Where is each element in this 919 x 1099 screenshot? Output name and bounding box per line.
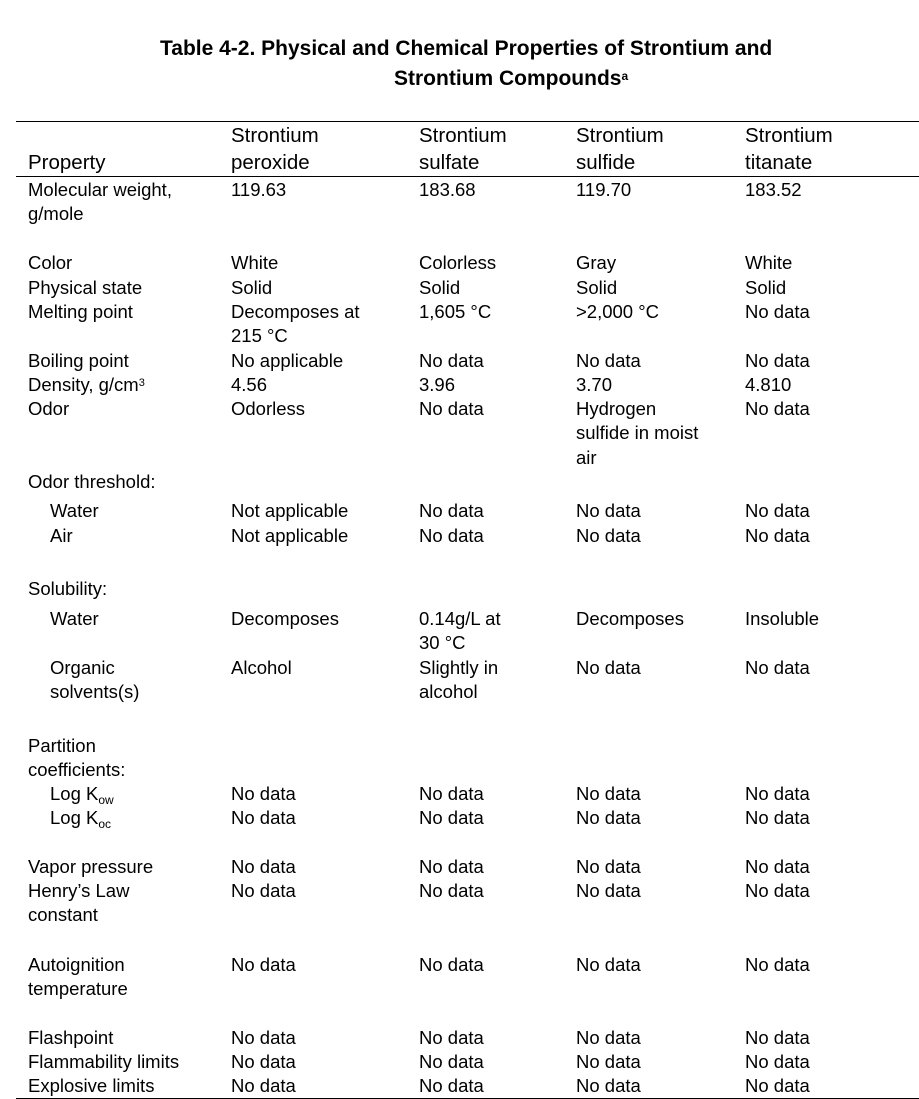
row-label: Flammability limits [28, 1051, 180, 1072]
cell: No data [576, 1075, 641, 1096]
cell: No data [745, 1075, 810, 1096]
table-title-line2: Strontium Compounds$^a$ [394, 67, 629, 90]
row-label: Water [50, 500, 99, 521]
cell-cont: sulfide in moist [576, 422, 699, 443]
cell: No data [745, 398, 810, 419]
header-col2-l1: Strontium [419, 124, 507, 147]
cell: Hydrogen [576, 398, 657, 419]
cell: Insoluble [745, 608, 820, 629]
cell: No data [231, 856, 296, 877]
cell: No data [231, 807, 296, 828]
cell: No data [745, 1051, 810, 1072]
row-label-cont: temperature [28, 978, 128, 999]
header-col1-l1: Strontium [231, 124, 319, 147]
row-label-cont: solvents(s) [50, 681, 140, 702]
cell: Solid [576, 277, 618, 298]
cell: No data [576, 856, 641, 877]
row-label: Autoignition [28, 954, 125, 975]
cell: No data [745, 954, 810, 975]
cell: No data [419, 1051, 484, 1072]
section-label: Partition [28, 735, 96, 756]
cell: No data [576, 657, 641, 678]
cell: No data [231, 1027, 296, 1048]
cell: White [745, 252, 793, 273]
section-label-cont: coefficients: [28, 759, 126, 780]
row-label: Log $K_{ow}$ [50, 783, 114, 807]
cell: No data [419, 856, 484, 877]
header-col1-l2: peroxide [231, 151, 310, 174]
row-label: Flashpoint [28, 1027, 114, 1048]
cell-cont: 215 °C [231, 325, 288, 346]
cell: No data [231, 1075, 296, 1096]
cell: Colorless [419, 252, 497, 273]
cell: No data [745, 657, 810, 678]
cell: No data [576, 783, 641, 804]
cell: Gray [576, 252, 617, 273]
cell: Alcohol [231, 657, 292, 678]
row-label: Organic [50, 657, 115, 678]
cell-cont: 30 °C [419, 632, 466, 653]
row-label: Henry’s Law [28, 880, 130, 901]
header-col4-l2: titanate [745, 151, 813, 174]
cell: No data [576, 880, 641, 901]
cell: White [231, 252, 279, 273]
cell-cont: air [576, 447, 597, 468]
cell: 183.52 [745, 179, 802, 200]
cell: 4.810 [745, 374, 792, 395]
cell: No applicable [231, 350, 344, 371]
cell: No data [745, 525, 810, 546]
row-label: Vapor pressure [28, 856, 154, 877]
cell: Decomposes [576, 608, 684, 629]
table-title-line1: Table 4-2. Physical and Chemical Properties of Strontium and [160, 37, 773, 60]
cell: Not applicable [231, 500, 349, 521]
cell: Decomposes [231, 608, 339, 629]
header-col3-l1: Strontium [576, 124, 664, 147]
cell: No data [745, 1027, 810, 1048]
header-col3-l2: sulfide [576, 151, 636, 174]
cell: No data [419, 350, 484, 371]
header-rule [16, 176, 919, 177]
cell: 119.70 [576, 179, 632, 200]
row-label: Log $K_{oc}$ [50, 807, 112, 831]
row-label-cont: constant [28, 904, 98, 925]
cell: 1,605 °C [419, 301, 492, 322]
cell: No data [576, 954, 641, 975]
header-col2-l2: sulfate [419, 151, 480, 174]
cell: No data [745, 807, 810, 828]
cell: No data [576, 1051, 641, 1072]
section-label: Odor threshold: [28, 471, 156, 492]
cell: No data [576, 1027, 641, 1048]
cell: No data [576, 807, 641, 828]
cell: Solid [231, 277, 273, 298]
cell: No data [419, 880, 484, 901]
row-label: Melting point [28, 301, 133, 322]
cell: No data [419, 1075, 484, 1096]
cell: No data [419, 398, 484, 419]
cell: No data [419, 1027, 484, 1048]
cell: 4.56 [231, 374, 268, 395]
cell: No data [419, 500, 484, 521]
row-label: Air [50, 525, 73, 546]
row-label: Physical state [28, 277, 143, 298]
row-label: Molecular weight, [28, 179, 172, 200]
row-label: Odor [28, 398, 70, 419]
cell: 0.14g/L at [419, 608, 501, 629]
header-col4-l1: Strontium [745, 124, 833, 147]
cell: Not applicable [231, 525, 349, 546]
cell: >2,000 °C [576, 301, 659, 322]
cell: No data [419, 525, 484, 546]
cell: 3.70 [576, 374, 613, 395]
cell: Solid [419, 277, 461, 298]
cell: No data [419, 807, 484, 828]
cell: Decomposes at [231, 301, 360, 322]
cell: 119.63 [231, 179, 287, 200]
cell: No data [745, 783, 810, 804]
cell: No data [231, 1051, 296, 1072]
cell: Solid [745, 277, 787, 298]
cell: No data [745, 500, 810, 521]
cell: Odorless [231, 398, 306, 419]
row-label: Explosive limits [28, 1075, 155, 1096]
footnote-marker: a [621, 69, 629, 83]
row-label: Water [50, 608, 99, 629]
cell: No data [745, 880, 810, 901]
header-property: Property [28, 151, 106, 174]
cell: No data [745, 301, 810, 322]
row-label: Color [28, 252, 73, 273]
row-label-cont: g/mole [28, 203, 84, 224]
cell: No data [576, 525, 641, 546]
cell-cont: alcohol [419, 681, 478, 702]
cell: No data [231, 954, 296, 975]
cell: 183.68 [419, 179, 476, 200]
cell: No data [231, 783, 296, 804]
row-label: Density, $g/cm^3$ [28, 374, 145, 395]
cell: No data [419, 783, 484, 804]
cell: No data [419, 954, 484, 975]
cell: No data [745, 350, 810, 371]
cell: 3.96 [419, 374, 456, 395]
cell: No data [231, 880, 296, 901]
cell: Slightly in [419, 657, 499, 678]
cell: No data [576, 500, 641, 521]
cell: No data [745, 856, 810, 877]
cell: No data [576, 350, 641, 371]
row-label: Boiling point [28, 350, 129, 371]
section-label: Solubility: [28, 578, 108, 599]
